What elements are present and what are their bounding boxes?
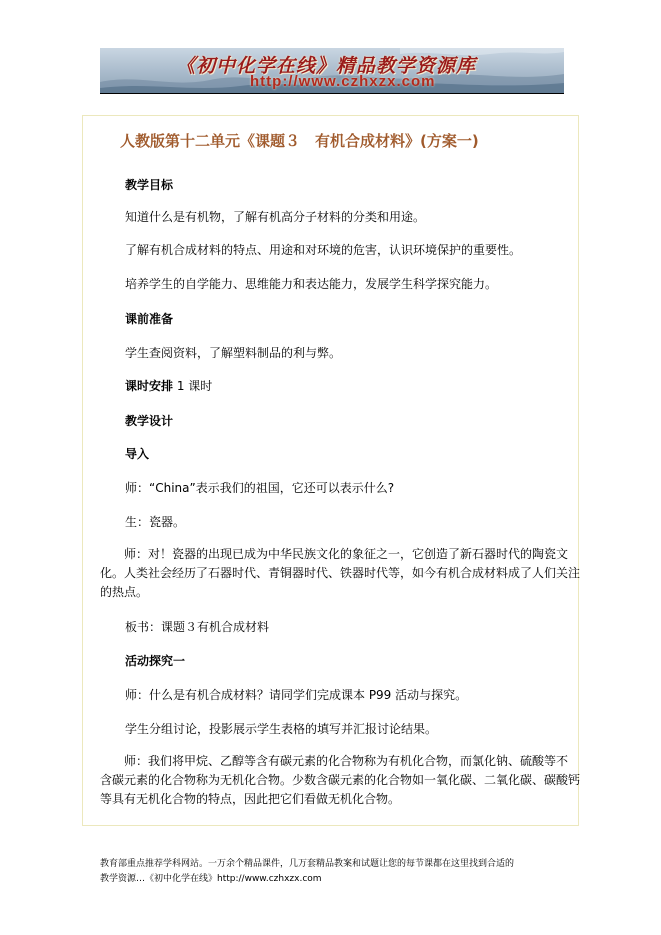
banner-url[interactable]: http://www.czhxzx.com: [250, 73, 436, 90]
heading-prep: 课前准备: [125, 312, 174, 326]
site-banner: [100, 48, 564, 93]
document-title: 人教版第十二单元《课题３ 有机合成材料》(方案一): [120, 132, 479, 150]
footer-url[interactable]: http://www.czhxzx.com: [217, 874, 322, 884]
dialog-teacher-2-line-1: 师：对！瓷器的出现已成为中华民族文化的象征之一，它创造了新石器时代的陶瓷文: [124, 547, 569, 561]
heading-intro: 导入: [125, 447, 150, 461]
dialog-teacher-4-line-2: 含碳元素的化合物称为无机化合物。少数含碳元素的化合物如一氧化碳、二氧化碳、碳酸钙: [100, 773, 581, 787]
footer-line-1: 教育部重点推荐学科网站。一万余个精品课件，几万套精品教案和试题让您的每节课都在这里找到合适的: [100, 859, 515, 869]
goal-3: 培养学生的自学能力、思维能力和表达能力，发展学生科学探究能力。: [125, 277, 498, 291]
goal-1: 知道什么是有机物，了解有机高分子材料的分类和用途。: [125, 210, 426, 224]
heading-activity-1: 活动探究一: [125, 654, 186, 668]
dialog-student-1: 生：瓷器。: [125, 515, 186, 529]
dialog-teacher-2-line-3: 的热点。: [100, 585, 149, 599]
dialog-teacher-2-line-2: 化。人类社会经历了石器时代、青铜器时代、铁器时代等，如今有机合成材料成了人们关注: [100, 566, 581, 580]
footer-site-name: 教学资源…《初中化学在线》: [100, 874, 218, 884]
footer-line-2: [100, 872, 570, 887]
dialog-teacher-4-line-1: 师：我们将甲烷、乙醇等含有碳元素的化合物称为有机化合物，而氯化钠、硫酸等不: [124, 754, 569, 768]
schedule-value: 1 课时: [173, 379, 213, 393]
dialog-teacher-2: [100, 545, 581, 602]
dialog-teacher-1: 师：“China”表示我们的祖国，它还可以表示什么?: [125, 481, 395, 495]
dialog-teacher-3: 师：什么是有机合成材料？请同学们完成课本 P99 活动与探究。: [125, 688, 468, 702]
page-footer: [100, 857, 570, 887]
schedule-line: [125, 380, 212, 392]
goal-2: 了解有机合成材料的特点、用途和对环境的危害，认识环境保护的重要性。: [125, 243, 522, 257]
banner-divider: [100, 93, 564, 94]
board-note: 板书：课题３有机合成材料: [125, 620, 270, 634]
banner-title: 《初中化学在线》精品教学资源库: [176, 55, 477, 77]
heading-design: 教学设计: [125, 414, 174, 428]
student-discussion: 学生分组讨论，投影展示学生表格的填写并汇报讨论结果。: [125, 722, 438, 736]
dialog-teacher-4: [100, 752, 581, 809]
heading-teaching-goals: 教学目标: [125, 178, 174, 192]
dialog-teacher-4-line-3: 等具有无机化合物的特点，因此把它们看做无机化合物。: [100, 792, 401, 806]
prep-text: 学生查阅资料，了解塑料制品的利与弊。: [125, 346, 342, 360]
schedule-label: 课时安排: [125, 379, 174, 393]
